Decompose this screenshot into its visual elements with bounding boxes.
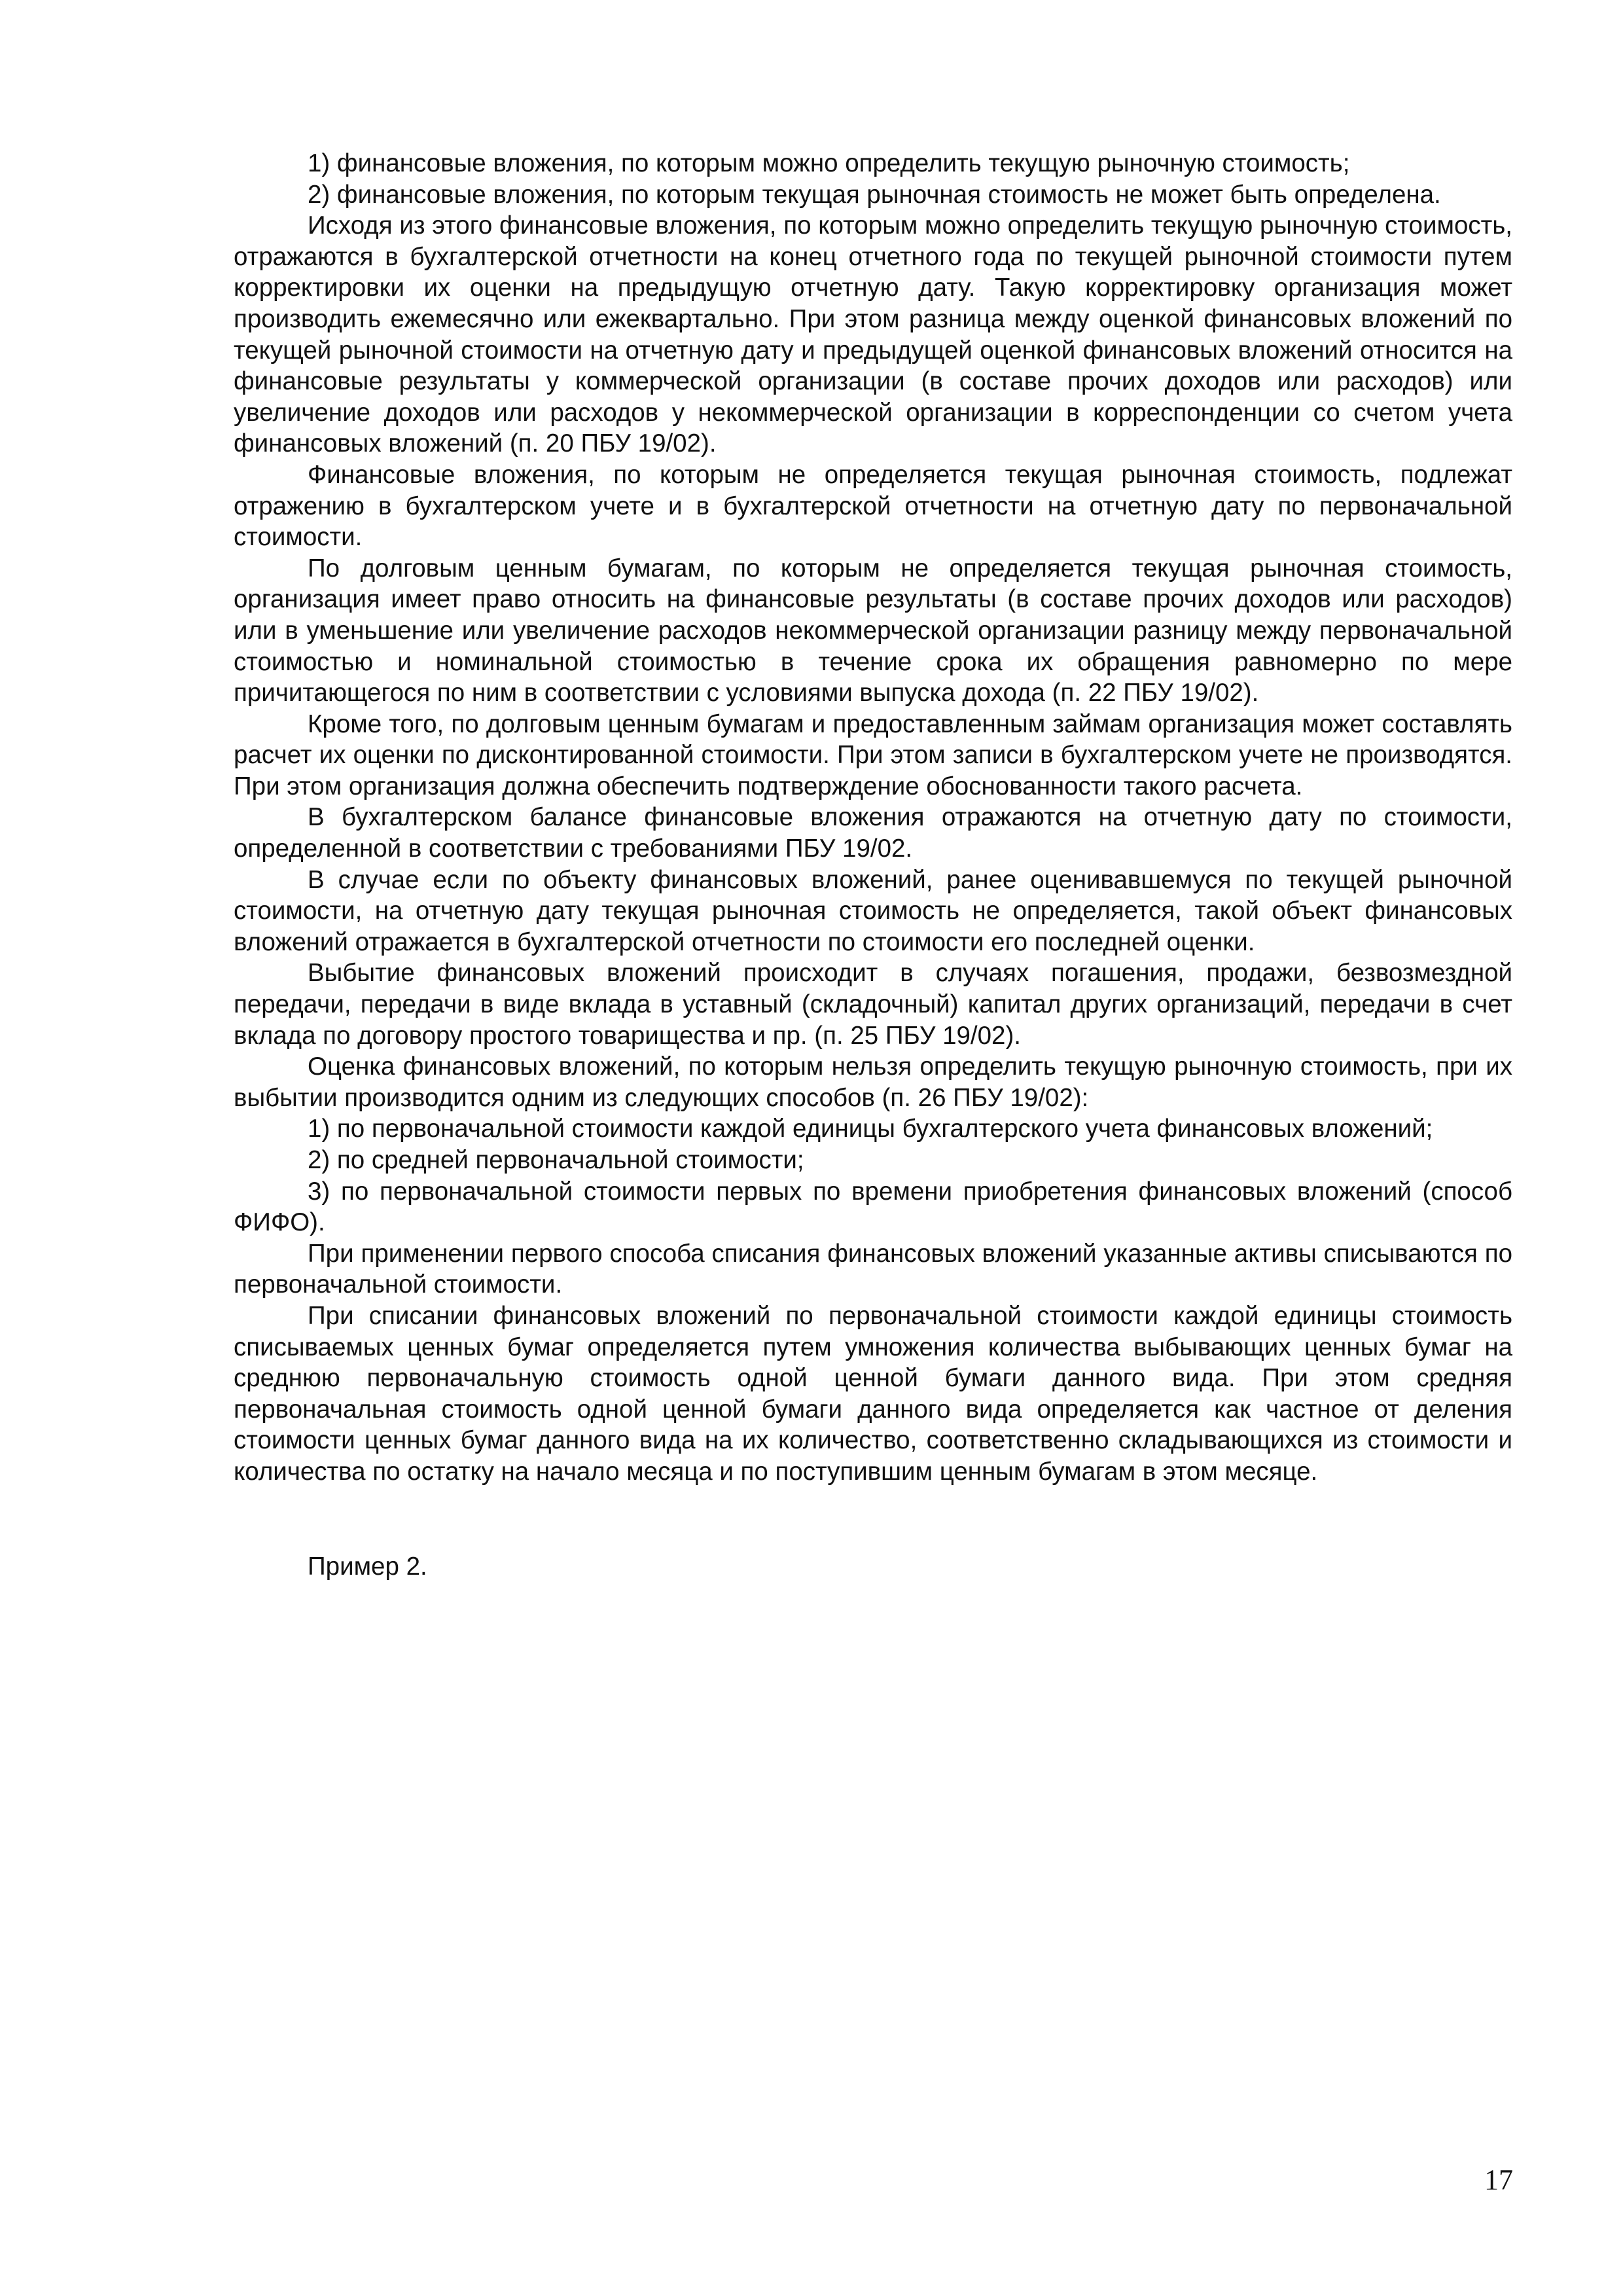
list-item-no-market-value: 2) финансовые вложения, по которым текущая рыночная стоимость не может быть определена.	[308, 180, 1441, 209]
paragraph-debt-securities: По долговым ценным бумагам, по которым не определяется текущая рыночная стоимость, организация имеет право относить на финансовые результаты (в составе прочих доходов или расходов) или в уменьшение или увеличение расходов некоммерческой организации разницу между первоначальной стоимостью и номинальной стоимостью в течение срока их обращения равномерно по мере причитающегося по ним в соответствии с условиями выпуска дохода (п. 22 ПБУ 19/02).	[234, 554, 1512, 708]
paragraph-disposal-methods: Оценка финансовых вложений, по которым нельзя определить текущую рыночную стоимость, при их выбытии производится одним из следующих способов (п. 26 ПБУ 19/02):	[234, 1052, 1512, 1112]
body-text	[234, 148, 1512, 1582]
page-number: 17	[1484, 2164, 1513, 2196]
list-item-method-3: 3) по первоначальной стоимости первых по времени приобретения финансовых вложений (способ ФИФО).	[234, 1177, 1512, 1237]
paragraph-disposal: Выбытие финансовых вложений происходит в случаях погашения, продажи, безвозмездной передачи, передачи в виде вклада в уставный (складочный) капитал других организаций, передачи в счет вклада по договору простого товарищества и пр. (п. 25 ПБУ 19/02).	[234, 959, 1512, 1050]
list-item-market-value: 1) финансовые вложения, по которым можно определить текущую рыночную стоимость;	[308, 149, 1350, 177]
paragraph-unit-cost: При списании финансовых вложений по первоначальной стоимости каждой единицы стоимость списываемых ценных бумаг определяется путем умножения количества выбывающих ценных бумаг на среднюю первоначальную стоимость одной ценной бумаги данного вида. При этом средняя первоначальная стоимость одной ценной бумаги данного вида определяется как частное от деления стоимости ценных бумаг данного вида на их количество, соответственно складывающихся из стоимости и количества по остатку на начало месяца и по поступившим ценным бумагам в этом месяце.	[234, 1301, 1512, 1486]
list-item-method-1: 1) по первоначальной стоимости каждой единицы бухгалтерского учета финансовых вложений;	[308, 1115, 1433, 1143]
paragraph-discounted-value: Кроме того, по долговым ценным бумагам и предоставленным займам организация может составлять расчет их оценки по дисконтированной стоимости. При этом записи в бухгалтерском учете не производятся. При этом организация должна обеспечить подтверждение обоснованности такого расчета.	[234, 709, 1512, 800]
paragraph-last-valuation: В случае если по объекту финансовых вложений, ранее оценивавшемуся по текущей рыночной стоимости, на отчетную дату текущая рыночная стоимость не определяется, такой объект финансовых вложений отражается в бухгалтерской отчетности по стоимости его последней оценки.	[234, 865, 1512, 956]
paragraph-first-method: При применении первого способа списания финансовых вложений указанные активы списываются по первоначальной стоимости.	[234, 1239, 1512, 1299]
paragraph-market-value-adjustment: Исходя из этого финансовые вложения, по которым можно определить текущую рыночную стоимость, отражаются в бухгалтерской отчетности на конец отчетного года по текущей рыночной стоимости путем корректировки их оценки на предыдущую отчетную дату. Такую корректировку организация может производить ежемесячно или ежеквартально. При этом разница между оценкой финансовых вложений по текущей рыночной стоимости на отчетную дату и предыдущей оценкой финансовых вложений относится на финансовые результаты у коммерческой организации (в составе прочих доходов или расходов) или увеличение доходов или расходов у некоммерческой организации в корреспонденции со счетом учета финансовых вложений (п. 20 ПБУ 19/02).	[234, 211, 1512, 458]
list-item-method-2: 2) по средней первоначальной стоимости;	[308, 1146, 804, 1174]
paragraph-initial-cost: Финансовые вложения, по которым не определяется текущая рыночная стоимость, подлежат отражению в бухгалтерском учете и в бухгалтерской отчетности на отчетную дату по первоначальной стоимости.	[234, 460, 1512, 552]
paragraph-balance-sheet: В бухгалтерском балансе финансовые вложения отражаются на отчетную дату по стоимости, определенной в соответствии с требованиями ПБУ 19/02.	[234, 803, 1512, 863]
example-heading: Пример 2.	[308, 1552, 427, 1581]
